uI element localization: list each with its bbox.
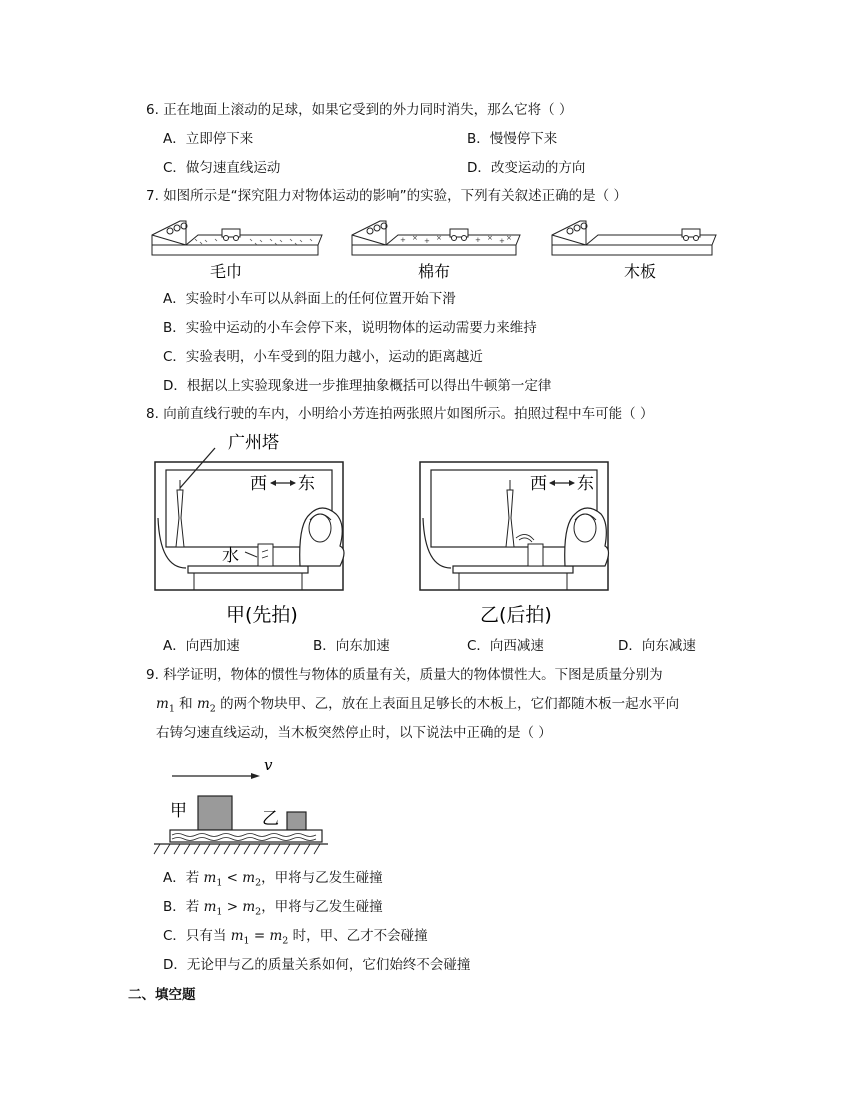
east-label-1: 东 — [298, 474, 315, 494]
label-cotton: 棉布 — [418, 262, 451, 281]
question-6-stem: 6. 正在地面上滚动的足球，如果它受到的外力同时消失，那么它将（ ） — [146, 102, 573, 118]
q6-option-d: D．改变运动的方向 — [467, 160, 586, 176]
svg-text:+: + — [475, 236, 481, 244]
tower-label: 广州塔 — [228, 433, 279, 453]
question-9-stem-line2: $m_1$ 和 $m_2$ 的两个物块甲、乙，放在上表面且足够长的木板上，它们都随木板一起水平向 — [156, 696, 680, 715]
svg-text:+: + — [424, 237, 430, 245]
q8-option-b: B．向东加速 — [313, 638, 390, 654]
q8-option-d: D．向东减速 — [618, 638, 696, 654]
svg-text:+: + — [499, 237, 505, 245]
q6-option-c: C．做匀速直线运动 — [163, 160, 281, 176]
q9-option-b: B．若 $m_1 > m_2$，甲将与乙发生碰撞 — [163, 899, 383, 918]
svg-text:×: × — [436, 234, 442, 242]
block-2 — [287, 812, 306, 830]
q9-option-d: D．无论甲与乙的质量关系如何，它们始终不会碰撞 — [163, 957, 471, 973]
label-board: 木板 — [624, 262, 657, 281]
q6-option-b: B．慢慢停下来 — [467, 131, 558, 147]
q7-option-b: B．实验中运动的小车会停下来，说明物体的运动需要力来维持 — [163, 320, 537, 336]
photo-1 — [155, 433, 344, 590]
photo-1-caption: 甲(先拍) — [226, 604, 298, 626]
ramp-cotton — [352, 221, 520, 255]
block2-label: 乙 — [262, 809, 279, 829]
question-8-stem: 8. 向前直线行驶的车内，小明给小芳连拍两张照片如图所示。拍照过程中车可能（ ） — [146, 406, 654, 422]
car-photos-figure — [150, 428, 610, 632]
question-7-stem: 7. 如图所示是“探究阻力对物体运动的影响”的实验，下列有关叙述正确的是（ ） — [146, 188, 627, 204]
svg-text:+: + — [400, 236, 406, 244]
label-towel: 毛巾 — [210, 262, 243, 281]
water-label: 水 — [222, 546, 239, 566]
q6-option-a: A．立即停下来 — [163, 131, 254, 147]
q7-option-c: C．实验表明，小车受到的阻力越小，运动的距离越近 — [163, 349, 483, 365]
photo-2 — [420, 462, 609, 590]
svg-text:×: × — [506, 234, 512, 242]
east-label-2: 东 — [577, 474, 594, 494]
q9-option-a: A．若 $m_1 < m_2$，甲将与乙发生碰撞 — [163, 870, 383, 889]
svg-text:×: × — [487, 234, 493, 242]
question-9-stem-line3: 右铸匀速直线运动，当木板突然停止时，以下说法中正确的是（ ） — [156, 725, 552, 741]
q7-option-d: D．根据以上实验现象进一步推理抽象概括可以得出牛顿第一定律 — [163, 378, 552, 394]
ramp-towel — [152, 221, 322, 255]
blocks-on-board-figure — [150, 754, 330, 858]
section-heading: 二、填空题 — [128, 987, 196, 1003]
friction-experiment-figure — [150, 215, 730, 285]
q7-option-a: A．实验时小车可以从斜面上的任何位置开始下滑 — [163, 291, 456, 307]
q8-option-a: A．向西加速 — [163, 638, 240, 654]
q9-option-c: C．只有当 $m_1 = m_2$ 时，甲、乙才不会碰撞 — [163, 928, 428, 947]
velocity-label: v — [264, 756, 273, 774]
west-label-1: 西 — [250, 474, 267, 494]
ramp-board — [552, 221, 716, 255]
block-1 — [198, 796, 232, 830]
west-label-2: 西 — [530, 474, 547, 494]
question-9-stem-line1: 9. 科学证明，物体的惯性与物体的质量有关，质量大的物体惯性大。下图是质量分别为 — [146, 667, 663, 683]
photo-2-caption: 乙(后拍) — [480, 604, 552, 626]
svg-text:×: × — [412, 234, 418, 242]
block1-label: 甲 — [170, 801, 187, 821]
q8-option-c: C．向西减速 — [467, 638, 544, 654]
